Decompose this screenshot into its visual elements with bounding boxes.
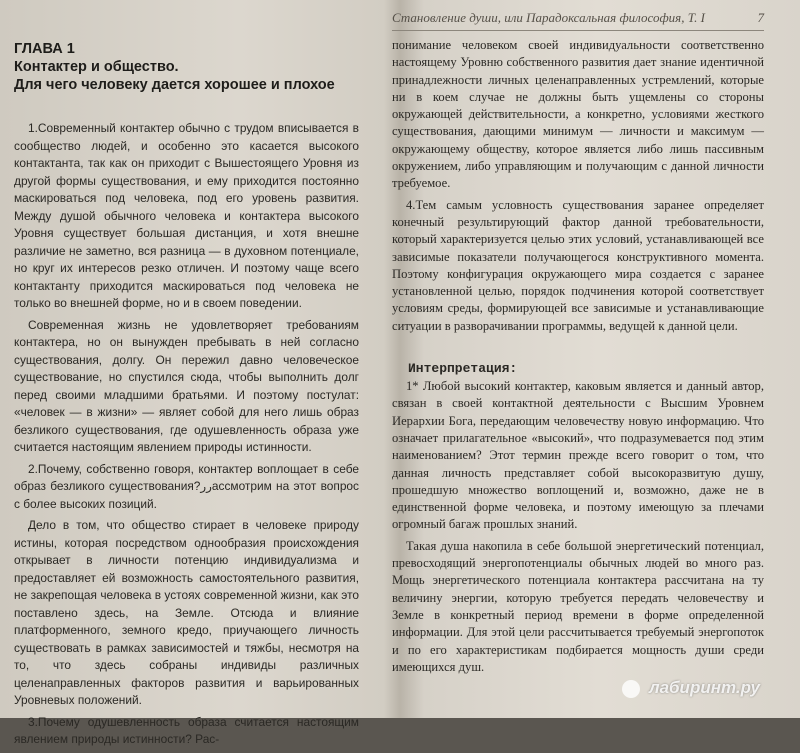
watermark-text: лабиринт.ру — [649, 678, 760, 697]
left-paragraph: 1.Современный контактер обычно с трудом вписывается в сообщество людей, и особенно это касается высокого контактанта, так как он приходит с Вышестоящего Уровня из другой формы существования, и ему приходится постоянно маскироваться под человека, под его уровень развития. Между душой обычного человека и контактера высокого Уровня существует большая дистанция, и хотя внешне различие не заметно, вся разница — в духовном потенциале, но круг их интересов резко отличен. И поэтому чаще всего контактанту приходится маскироваться под человека не только во внешней форме, но и в своем поведении. — [14, 121, 359, 310]
chapter-number: ГЛАВА 1 — [14, 41, 75, 57]
interpretation-paragraph: Такая душа накопила в себе большой энергетический потенциал, превосходящий энергопотенциалы обычных людей во много раз. Мощь энергетического потенциала контактера рассчитана на ту величину энергии, которую требуется передать человечеству и Земле в конкретный период времени в форме определенной информации. Для этой цели рассчитывается требуемый энергопоток и по его характеристикам подбирается мощность души среди имеющихся душ. — [392, 538, 764, 674]
chapter-heading — [14, 40, 359, 94]
left-page — [14, 40, 359, 753]
labirint-logo-icon — [622, 680, 640, 698]
page-number: 7 — [757, 10, 764, 25]
interpretation-title: Интерпретация: — [408, 361, 518, 377]
running-head — [392, 10, 764, 31]
running-head-title: Становление души, или Парадоксальная философия, Т. I — [392, 10, 705, 25]
right-paragraph: 4.Тем самым условность существования заранее определяет конечный результирующий фактор данной требовательности, который характеризуется целью этих условий, устанавливающей все зависимые показатели получающегося конструктивного момента. Поэтому конфигурация окружающего мира создается с заранее установленной целью, порядок подчинения которой соответствует условиям среды, формирующей все зависимые и устанавливающие ситуации в разворачивании программы, ведущей к данной цели. — [392, 197, 764, 333]
watermark — [622, 678, 760, 698]
right-paragraph: понимание человеком своей индивидуальности соответственно настоящему Уровню собственного развития дает знание идентичной принадлежности личных целенаправленных устремлений, которые ни в коем случае не должны быть ущемлены со стороны окружающей действительности, а конкретно, условиями жесткого существования, дающими минимум — личности и максимум — окружающему обществу, которое является либо лишь пассивным окружением, либо управляющим и получающим с данной личности требуемое. — [392, 38, 764, 191]
left-paragraph: 2.Почему, собственно говоря, контактер воплощает в себе образ безликого существования?ررассмотрим на этот вопрос с более высоких позиций. — [14, 461, 359, 511]
interpretation-paragraph: 1* Любой высокий контактер, каковым является и данный автор, связан в своей контактной деятельности с Высшим Уровнем Иерархии Бога, передающим человечеству новую информацию. Что означает прилагательное «высокий», что подразумевается под этим наименованием? Этот термин прежде всего говорит о том, что данная личность представляет собой высокоразвитую душу, прошедшую множество воплощений и, возможно, даже не в единственной форме человека, и поэтому имеющую за плечами огромный багаж прошлых знаний. — [392, 379, 764, 532]
chapter-title-line-2: Для чего человеку дается хорошее и плохое — [14, 77, 335, 93]
left-paragraph: 3.Почему одушевленность образа считается настоящим явлением природы истинности? Рас- — [14, 714, 359, 746]
left-paragraph: Современная жизнь не удовлетворяет требованиям контактера, но он вынужден пребывать в ней согласно существования, долгу. Он пережил давно человеческое существование, но спустился сюда, чтобы выполнить долг перед своими младшими братьями. И поэтому постулат: «человек — в жизни» — являет собой для него лишь образ безликого существования, где одушевленность образа уже считается настоящим явлением природы истинности. — [14, 317, 359, 454]
left-paragraph: Дело в том, что общество стирает в человеке природу истины, которая посредством однообразия происхождения открывает в личности потенцию индивидуализма и предоставляет ей возможность самостоятельного развития, не закрепощая человека в устоях современной жизни, как это поставлено здесь, на Земле. Отсюда и влияние платформенного, земного кредо, приучающего личность существовать в рамках зависимостей и тяжбы, несмотря на то, что здесь собраны индивиды различных целенаправленных факторов развития и варьированных Уровневых положений. — [14, 518, 359, 707]
chapter-title-line-1: Контактер и общество. — [14, 59, 179, 75]
right-page — [392, 10, 764, 680]
